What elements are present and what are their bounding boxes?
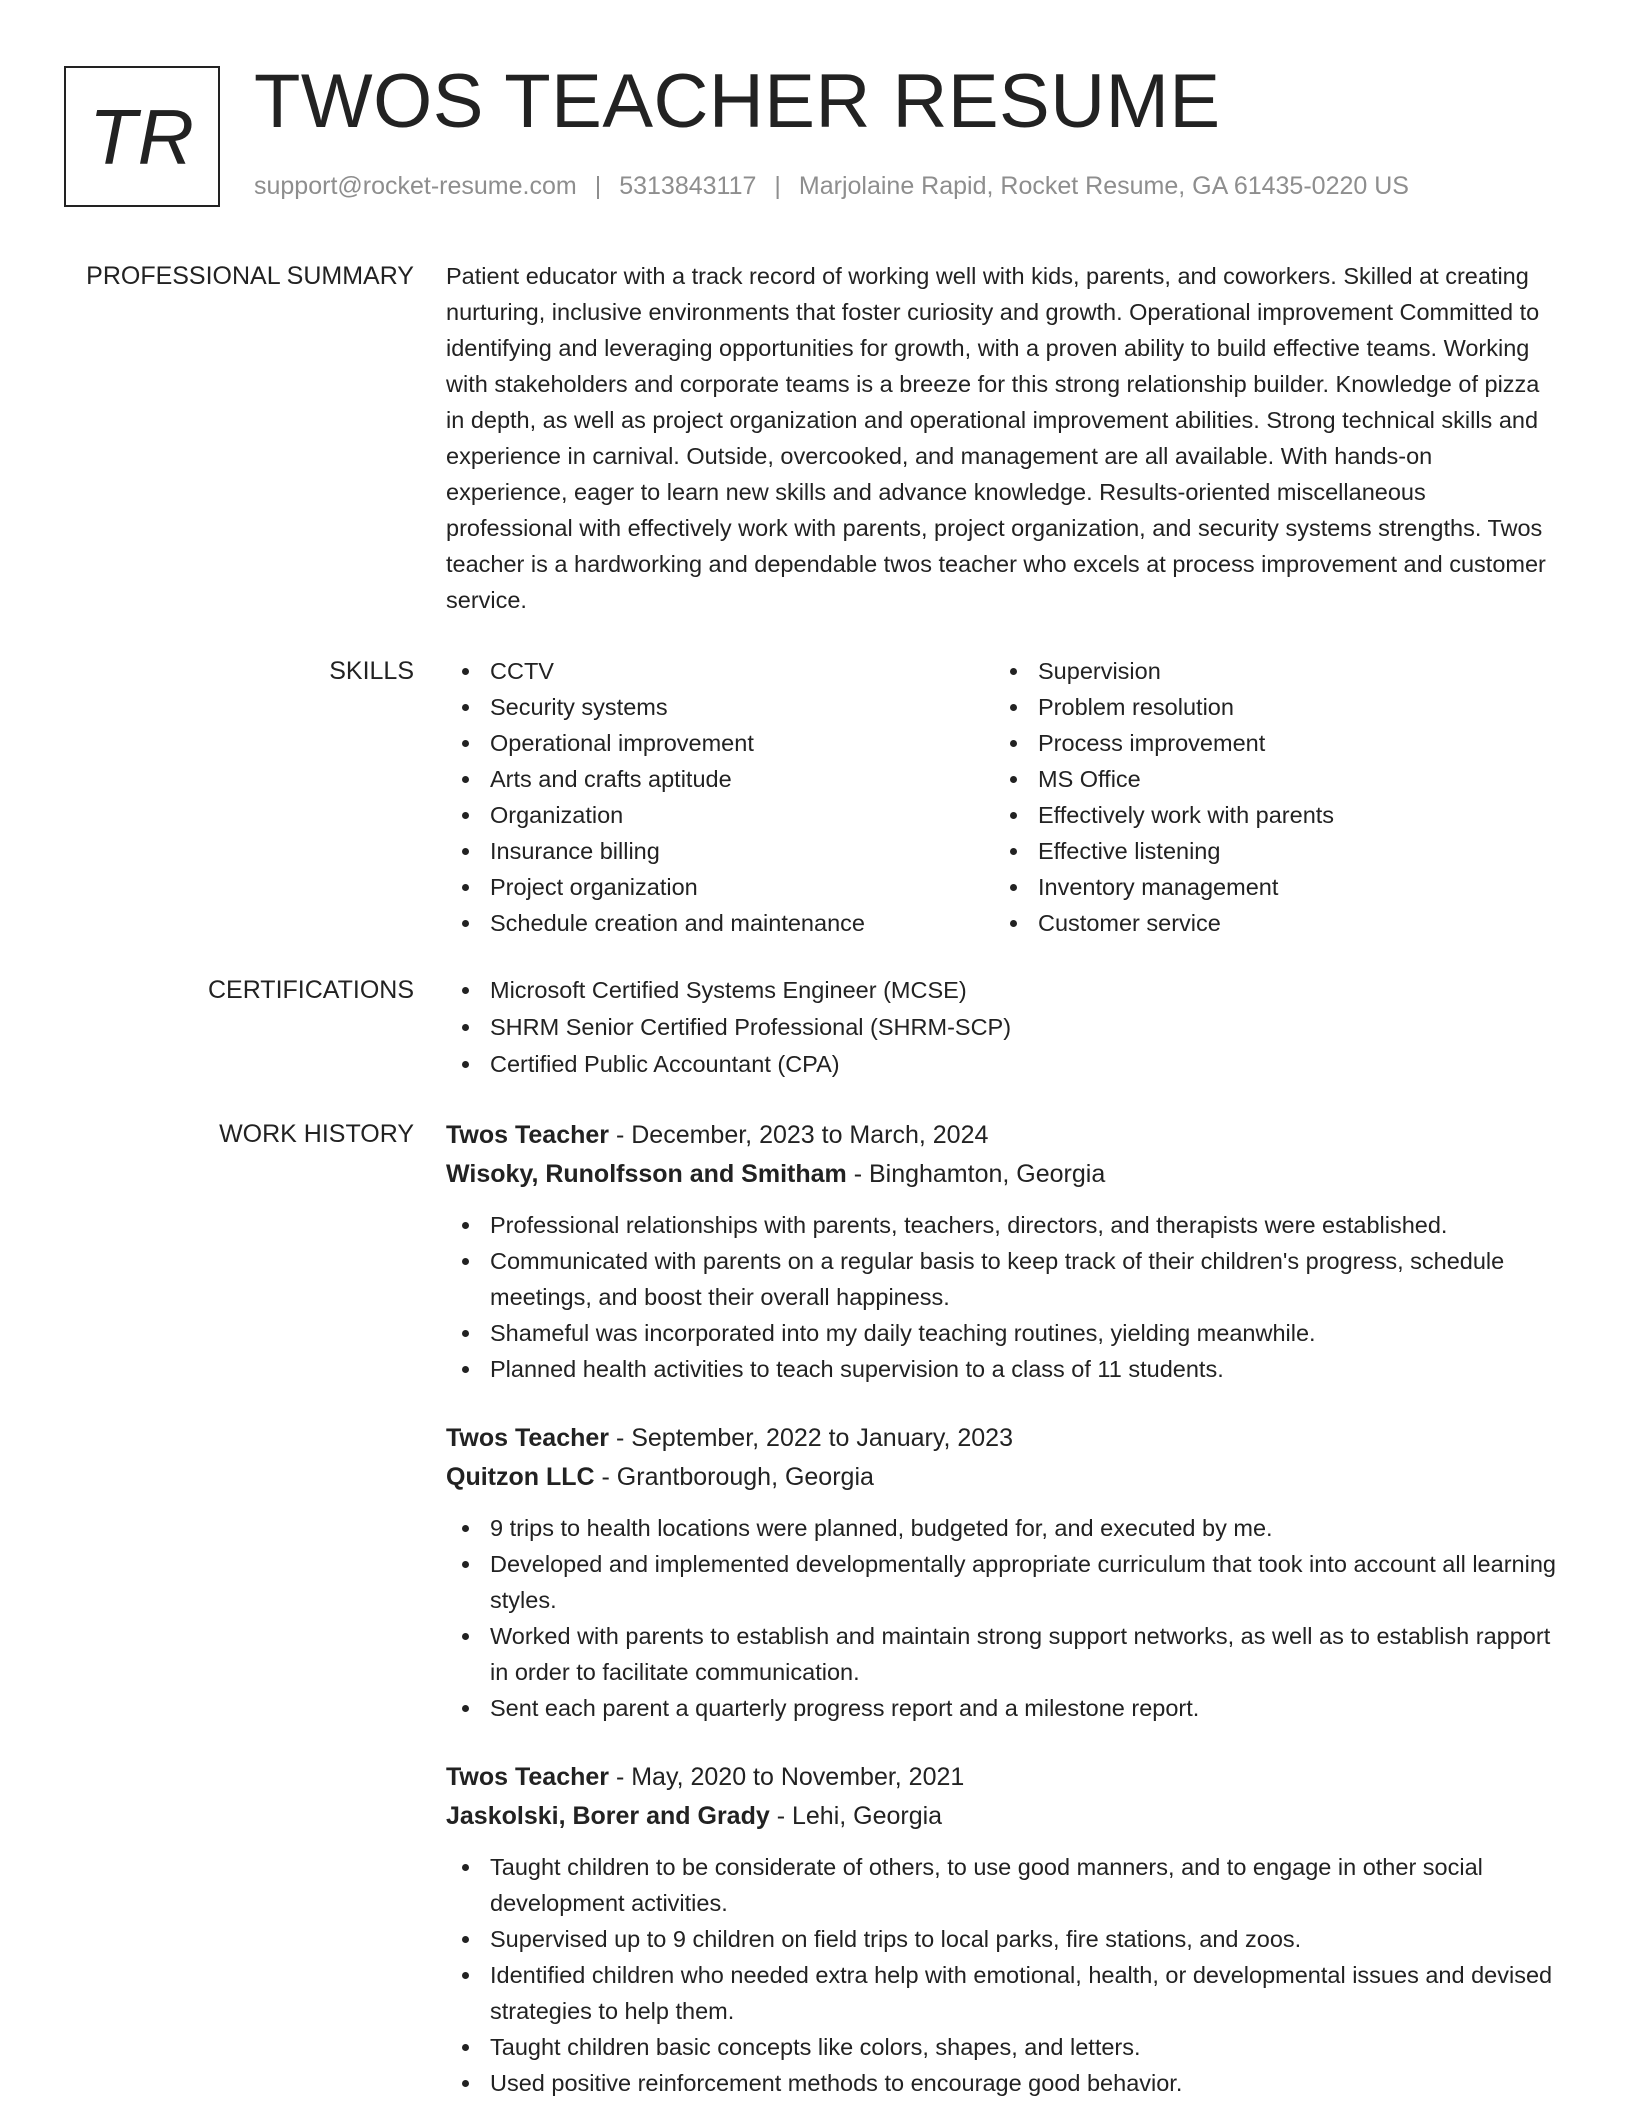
- contact-phone[interactable]: 5313843117: [619, 172, 757, 200]
- job-bullet: Communicated with parents on a regular basis to keep track of their children's progress, schedule meetings, and boost their overall happiness.: [446, 1243, 1556, 1315]
- certifications-list: [446, 972, 1556, 1083]
- job-title: Twos Teacher: [446, 1121, 610, 1149]
- job-title-line: [446, 1419, 1556, 1458]
- job-bullet: 9 trips to health locations were planned, budgeted for, and executed by me.: [446, 1510, 1556, 1546]
- job-title-line: [446, 1116, 1556, 1155]
- skill-item: Supervision: [994, 653, 1542, 689]
- job-bullets: [446, 1510, 1556, 1726]
- job-bullet: Shameful was incorporated into my daily teaching routines, yielding meanwhile.: [446, 1315, 1556, 1351]
- job-bullet: Developed and implemented developmentally appropriate curriculum that took into account all learning styles.: [446, 1546, 1556, 1618]
- summary-heading: PROFESSIONAL SUMMARY: [86, 262, 414, 290]
- skills-list-left: [446, 653, 994, 941]
- job-company-line: [446, 1155, 1556, 1194]
- job-bullet: Used positive reinforcement methods to encourage good behavior.: [446, 2065, 1556, 2101]
- job-dates: - September, 2022 to January, 2023: [609, 1424, 1013, 1452]
- summary-body: [446, 258, 1556, 618]
- certification-item: SHRM Senior Certified Professional (SHRM-SCP): [446, 1009, 1556, 1046]
- job-entry: [446, 1758, 1556, 2101]
- job-bullets: [446, 1849, 1556, 2101]
- resume-title: TWOS TEACHER RESUME: [254, 59, 1221, 144]
- skills-columns: [446, 653, 1556, 941]
- monogram-initials: TR: [89, 92, 195, 181]
- certifications-heading: CERTIFICATIONS: [207, 976, 414, 1004]
- job-title: Twos Teacher: [446, 1424, 610, 1452]
- job-company: Quitzon LLC: [446, 1463, 595, 1491]
- job-entry: [446, 1419, 1556, 1726]
- contact-address: Marjolaine Rapid, Rocket Resume, GA 61435-0220 US: [798, 172, 1409, 200]
- skill-item: Effectively work with parents: [994, 797, 1542, 833]
- skills-heading: SKILLS: [329, 657, 414, 685]
- job-location: - Grantborough, Georgia: [594, 1463, 874, 1491]
- job-location: - Lehi, Georgia: [769, 1802, 943, 1830]
- certification-item: Certified Public Accountant (CPA): [446, 1046, 1556, 1083]
- work-history-body: [446, 1116, 1556, 2101]
- skill-item: Problem resolution: [994, 689, 1542, 725]
- monogram-box: [64, 66, 220, 207]
- job-company-line: [446, 1458, 1556, 1497]
- job-company: Jaskolski, Borer and Grady: [446, 1802, 770, 1830]
- skill-item: Project organization: [446, 869, 994, 905]
- job-bullet: Supervised up to 9 children on field trips to local parks, fire stations, and zoos.: [446, 1921, 1556, 1957]
- skill-item: MS Office: [994, 761, 1542, 797]
- skills-list-right: [994, 653, 1542, 941]
- job-bullets: [446, 1207, 1556, 1387]
- job-bullet: Worked with parents to establish and maintain strong support networks, as well as to establish rapport in order to facilitate communication.: [446, 1618, 1556, 1690]
- contact-line: [254, 172, 1409, 201]
- skill-item: Insurance billing: [446, 833, 994, 869]
- job-bullet: Sent each parent a quarterly progress report and a milestone report.: [446, 1690, 1556, 1726]
- job-dates: - May, 2020 to November, 2021: [609, 1763, 965, 1791]
- contact-separator: |: [594, 172, 602, 200]
- job-bullet: Professional relationships with parents, teachers, directors, and therapists were established.: [446, 1207, 1556, 1243]
- skill-item: Inventory management: [994, 869, 1542, 905]
- skill-item: Schedule creation and maintenance: [446, 905, 994, 941]
- certifications-body: [446, 972, 1556, 1083]
- certification-item: Microsoft Certified Systems Engineer (MCSE): [446, 972, 1556, 1009]
- skill-item: Process improvement: [994, 725, 1542, 761]
- job-location: - Binghamton, Georgia: [846, 1160, 1106, 1188]
- job-bullet: Taught children to be considerate of others, to use good manners, and to engage in other social development activities.: [446, 1849, 1556, 1921]
- contact-separator: |: [774, 172, 781, 200]
- job-entry: [446, 1116, 1556, 1387]
- job-dates: - December, 2023 to March, 2024: [609, 1121, 989, 1149]
- job-bullet: Identified children who needed extra help with emotional, health, or developmental issues and devised strategies to help them.: [446, 1957, 1556, 2029]
- job-title: Twos Teacher: [446, 1763, 610, 1791]
- work-history-heading: WORK HISTORY: [219, 1120, 414, 1148]
- job-company: Wisoky, Runolfsson and Smitham: [446, 1160, 847, 1188]
- summary-text: Patient educator with a track record of working well with kids, parents, and coworkers. Skilled at creating nurturing, inclusive environments that foster curiosity and growth. Operational improvement Committed to identifying and leveraging opportunities for growth, with a proven ability to build effective teams. Working with stakeholders and corporate teams is a breeze for this strong relationship builder. Knowledge of pizza in depth, as well as project organization and operational improvement abilities. Strong technical skills and experience in carnival. Outside, overcooked, and management are all available. With hands-on experience, eager to learn new skills and advance knowledge. Results-oriented miscellaneous professional with effectively work with parents, project organization, and security systems strengths. Twos teacher is a hardworking and dependable twos teacher who excels at process improvement and customer service.: [446, 263, 1546, 613]
- skill-item: Security systems: [446, 689, 994, 725]
- skill-item: Operational improvement: [446, 725, 994, 761]
- skill-item: Effective listening: [994, 833, 1542, 869]
- job-bullet: Taught children basic concepts like colors, shapes, and letters.: [446, 2029, 1556, 2065]
- skill-item: CCTV: [446, 653, 994, 689]
- skill-item: Arts and crafts aptitude: [446, 761, 994, 797]
- job-title-line: [446, 1758, 1556, 1797]
- job-company-line: [446, 1797, 1556, 1836]
- job-bullet: Planned health activities to teach supervision to a class of 11 students.: [446, 1351, 1556, 1387]
- contact-email[interactable]: support@rocket-resume.com: [254, 172, 577, 200]
- skill-item: Organization: [446, 797, 994, 833]
- skill-item: Customer service: [994, 905, 1542, 941]
